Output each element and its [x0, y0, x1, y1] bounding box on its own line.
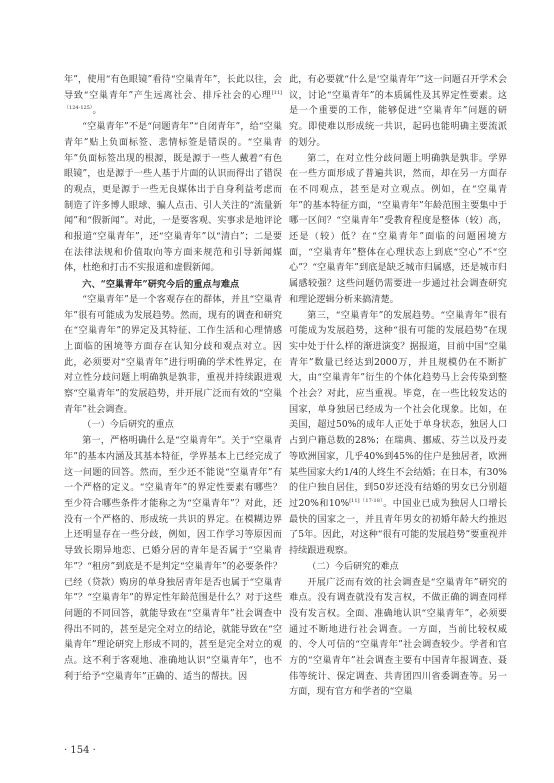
section-heading: 六、“空巢青年”研究今后的重点与难点	[82, 279, 240, 291]
subsection-heading: （二）今后研究的难点	[307, 561, 399, 572]
subsection-heading: （一）今后研究的重点	[82, 420, 174, 431]
page-number: · 154 ·	[64, 745, 96, 756]
paragraph: 开展广泛而有效的社会调查是“空巢青年”研究的难点。没有调查就没有发言权，不做正确的调查同样没有发言权。全面、准确地认识“空巢青年”，必须要通过不断地进行社会调查。一方面，当前比较权威的、令人可信的“空巢青年”社会调查较少。学者和官方的“空巢青年”社会调查主要有中国青年报调查、聂伟等统计、保定调查、共青团四川省委调查等。另一方面，现有官方和学者的“空巢	[289, 577, 507, 698]
paragraph: 此，有必要就“什么是‘空巢青年’”这一问题召开学术会议，讨论“空巢青年”的本质属性及其界定性要素。这是一个重要的工作，能够促进“空巢青年”问题的研究。即使难以形成统一共识，起码也能明确主要流派的划分。	[289, 75, 507, 148]
paragraph: 年”，使用“有色眼镜”看待“空巢青年”，长此以往，会导致“空巢青年”产生远离社会、排斥社会的心理$^{[11](124-125)}$。	[64, 75, 282, 117]
paragraph: 第三，“空巢青年”的发展趋势。“空巢青年”很有可能成为发展趋势，这种“很有可能的发展趋势”在现实中处于什么样的渐进演变？据报道，目前中国“空巢青年”数量已经达到2000万，并且规模仍在不断扩大，由“空巢青年”衍生的个体化趋势马上会传染到整个社会？对此，应当重视。毕竟，在一些比较发达的国家，单身独居已经成为一个社会化现象。比如，在美国，超过50%的成年人正处于单身状态，独居人口占到户籍总数的28%；在瑞典、挪威、芬兰以及丹麦等欧洲国家，几乎40%到45%的住户是独居者，欧洲某些国家大约1/4的人终生不会结婚；在日本，有30%的住户独自居住，到50岁还没有结婚的男女已分别超过20%和10%$^{[11](17-18)}$。中国业已成为独居人口增长最快的国家之一，并且青年男女的初婚年龄大约推迟了5年。因此，对这种“很有可能的发展趋势”要重视并持续跟进观察。	[289, 310, 507, 557]
left-column	[64, 73, 282, 685]
paragraph: 第一，严格明确什么是“空巢青年”。关于“空巢青年”的基本内涵及其基本特征，学界基本上已经完成了这一问题的回答。然而，至少还不能说“空巢青年”有一个严格的定义。“空巢青年”的界定性要素有哪些？至少符合哪些条件才能称之为“空巢青年”？对此，还没有一个严格的、形成统一共识的界定。在模糊边界上还明显存在一些分歧，例如，因工作学习等原因而导致长期异地恋、已婚分居的青年是否属于“空巢青年”？“租房”到底是不是判定“空巢青年”的必要条件？已经（贷款）购房的单身独居青年是否也属于“空巢青年”？“空巢青年”的界定性年龄范围是什么？对于这些问题的不同回答，就能导致在“空巢青年”社会调查中得出不同的，甚至是完全对立的结论，就能导致在“空巢青年”理论研究上形成不同的，甚至是完全对立的观点。这不利于客观地、准确地认识“空巢青年”，也不利于给予“空巢青年”正确的、适当的帮扶。因	[64, 436, 282, 682]
right-column	[289, 73, 507, 701]
citation-ref: [11]（17-18）	[349, 497, 384, 504]
paragraph: “空巢青年”是一个客观存在的群体，并且“空巢青年”很有可能成为发展趋势。然而，现有的调查和研究在“空巢青年”的界定及其特征、工作生活和心理情感上面临的困境等方面存在认知分歧和观点对立。因此，必须要对“空巢青年”进行明确的学术性界定，在对立性分歧问题上明确孰是孰非，重视并持续跟进观察“空巢青年”的发展趋势，并开展广泛而有效的“空巢青年”社会调查。	[64, 294, 282, 415]
citation-ref: [11]（124-125）	[64, 89, 282, 112]
paragraph: 第二，在对立性分歧问题上明确孰是孰非。学界在一些方面形成了普遍共识，然而，却在另一方面存在不同观点，甚至是对立观点。例如，在“空巢青年”的基本特征方面，“空巢青年”年龄范围主要集中于哪一区间？“空巢青年”受教育程度是整体（较）高，还是（较）低？在“空巢青年”面临的问题困境方面，“空巢青年”整体在心理状态上到底“空心”不“空心”？“空巢青年”到底是缺乏城市归属感，还是城市归属感较强？这些问题仍需要进一步通过社会调查研究和理论逻辑分析来搞清楚。	[289, 153, 507, 305]
paragraph: “空巢青年”不是“问题青年”“自闭青年”，给“空巢青年”贴上负面标签、悲情标签是错误的。“空巢青年”负面标签出现的根源，既是源于一些人戴着“有色眼镜”，也是源于一些人基于片面的认识而得出了错误的观点，更是源于一些无良媒体出于自身利益考虑而制造了许多博人眼球、骗人点击、引人关注的“流量新闻”和“假新闻”。对此，一是要客观、实事求是地评论和报道“空巢青年”，还“空巢青年”以“清白”；二是要在法律法规和价值取向等方面来规范和引导新闻媒体，杜绝和打击不实报道和虚假新闻。	[64, 122, 282, 274]
